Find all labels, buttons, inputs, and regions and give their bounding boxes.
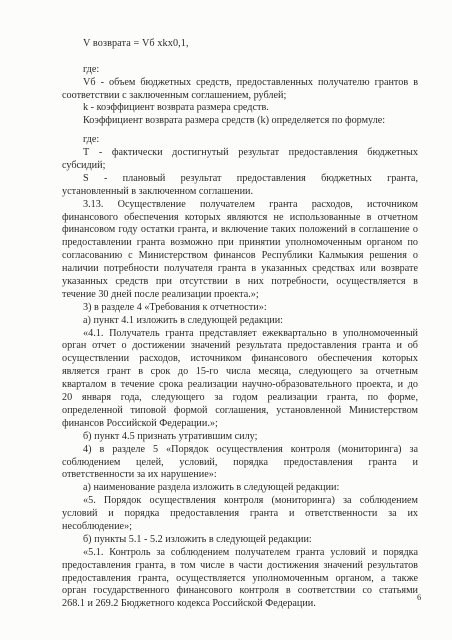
- text-line-33: «5. Порядок осуществления контроля (мониторинга) за соблюдением: [83, 495, 418, 507]
- formula-line: V возврата = Vб xkx0,1,: [83, 38, 189, 49]
- text-line-13: предоставлении гранта возможно при принятии уполномоченным органом по: [62, 237, 418, 249]
- blank-formula-space: [62, 51, 418, 64]
- text-line-25: 20 января года, следующего за годом реализации гранта, по форме,: [62, 392, 418, 404]
- text-line-30: соблюдением целей, условий, порядка предоставления гранта и: [62, 456, 418, 468]
- text-line-28: б) пункт 4.5 признать утратившим силу;: [83, 430, 258, 442]
- text-line-18: 3) в разделе 4 «Требования к отчетности»:: [83, 301, 267, 313]
- text-line-14: согласованию с Министерством финансов Республики Калмыкия решения о: [62, 250, 418, 262]
- text-line-4: Коэффициент возврата размера средств (k) определяется по формуле:: [83, 115, 386, 127]
- text-line-39: предоставления гранта, осуществляется уполномоченным органом, а также: [62, 572, 418, 584]
- page-number: 6: [417, 592, 422, 602]
- text-line-11: финансового обеспечения которых являются не использованные в отчетном: [62, 211, 418, 223]
- text-line-9: установленный в заключенном соглашении.: [62, 185, 254, 197]
- where-label-0: где:: [83, 63, 100, 75]
- text-line-19: а) пункт 4.1 изложить в следующей редакции:: [83, 314, 284, 326]
- text-line-3: k - коэффициент возврата размера средств.: [83, 102, 269, 114]
- text-line-31: ответственности за их нарушение»:: [62, 469, 217, 481]
- text-line-34: условий и порядка предоставления гранта и ответственности за их: [62, 508, 418, 520]
- where-label-5: где:: [83, 134, 100, 146]
- text-line-8: S - плановый результат предоставления бюджетных гранта,: [83, 172, 418, 184]
- text-line-21: орган отчет о достижении значений результата предоставления гранта и об: [62, 340, 418, 352]
- text-line-15: наличии потребности получателя гранта в указанных средствах или возврате: [62, 263, 418, 275]
- text-line-32: а) наименование раздела изложить в следующей редакции:: [83, 482, 340, 494]
- text-line-2: соответствии с заключенным соглашением, рублей;: [62, 89, 287, 101]
- text-line-41: 268.1 и 269.2 Бюджетного кодекса Российской Федерации.: [62, 598, 316, 610]
- text-line-24: кварталом в течение срока реализации научно-образовательного проекта, и до: [62, 379, 418, 391]
- text-line-20: «4.1. Получатель гранта представляет ежеквартально в уполномоченный: [83, 327, 418, 339]
- text-line-38: предоставления гранта, в том числе в части достижения значений результатов: [62, 559, 418, 571]
- text-line-10: 3.13. Осуществление получателем гранта расходов, источником: [83, 198, 418, 210]
- text-line-23: является грант в срок до 15-го числа месяца, следующего за отчетным: [62, 366, 418, 378]
- text-line-26: определенной типовой формой соглашения, установленной Министерством: [62, 404, 418, 416]
- text-line-17: течение 30 дней после реализации проекта.»;: [62, 288, 259, 300]
- text-lines: [62, 64, 418, 611]
- text-line-12: финансовом году остатки гранта, и включение таких положений в соглашение о: [62, 224, 418, 236]
- text-line-1: Vб - объем бюджетных средств, предоставленных получателю грантов в: [83, 76, 418, 88]
- text-line-37: «5.1. Контроль за соблюдением получателем гранта условий и порядка: [83, 546, 418, 558]
- text-line-36: б) пункты 5.1 - 5.2 изложить в следующей редакции:: [83, 533, 312, 545]
- text-line-22: осуществлении расходов, источником финансового обеспечения которых: [62, 353, 418, 365]
- text-line-29: 4) в разделе 5 «Порядок осуществления контроля (мониторинга) за: [83, 443, 418, 455]
- text-line-40: орган государственного финансового контроля в соответствии со статьями: [62, 585, 418, 597]
- text-line-16: указанных средств при отсутствии в них потребности, осуществляется в: [62, 276, 418, 288]
- text-line-7: субсидий;: [62, 160, 106, 172]
- text-line-35: несоблюдение»;: [62, 520, 133, 532]
- text-line-27: финансов Российской Федерации.»;: [62, 417, 218, 429]
- text-line-6: Т - фактически достигнутый результат предоставления бюджетных: [83, 147, 418, 159]
- document-body: [62, 38, 418, 611]
